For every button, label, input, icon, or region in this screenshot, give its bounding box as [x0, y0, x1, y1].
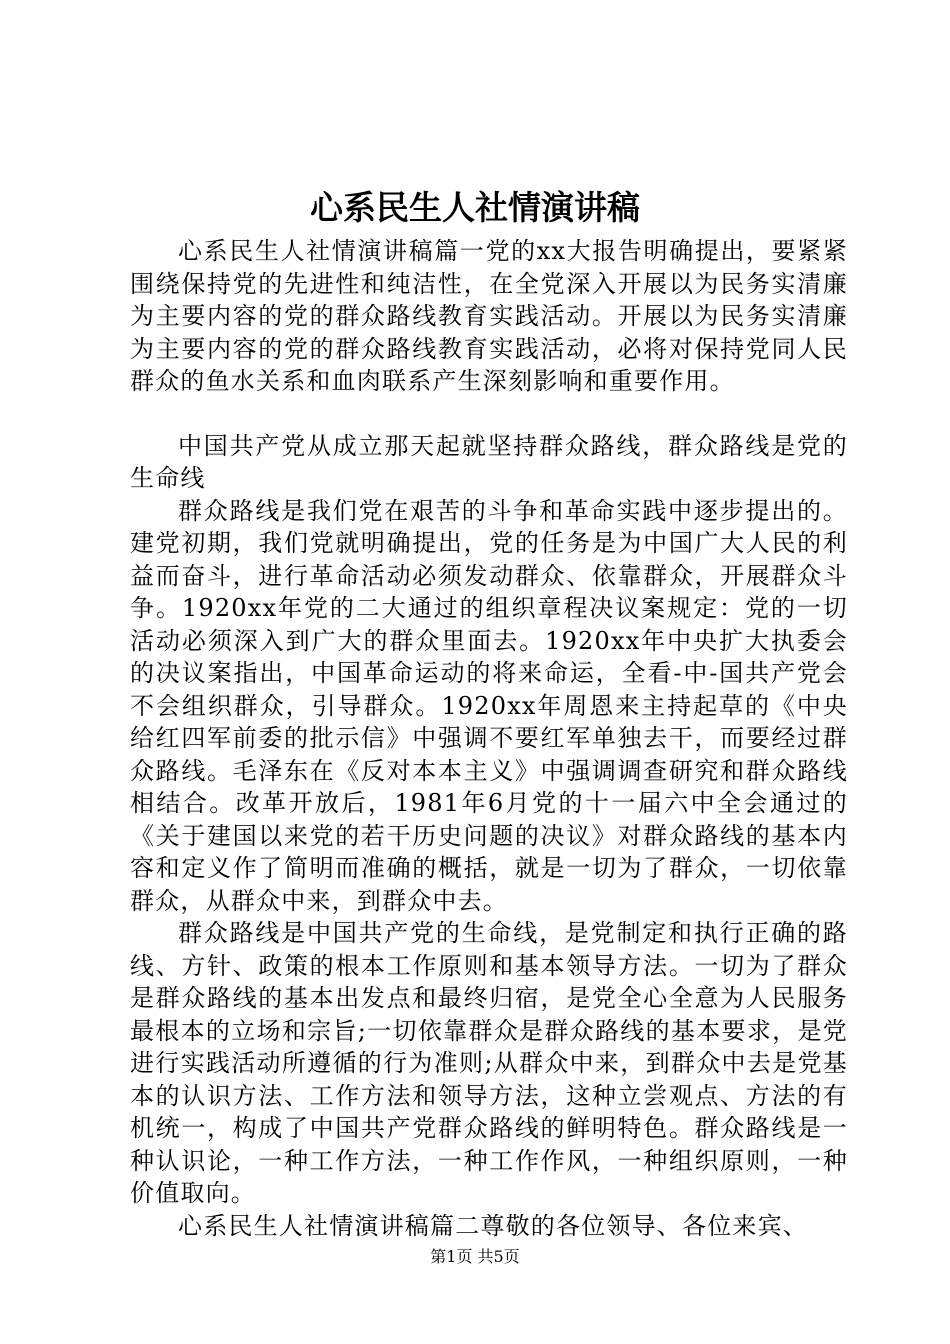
paragraph: 群众路线是中国共产党的生命线，是党制定和执行正确的路线、方针、政策的根本工作原则和基本领导方法。一切为了群众是群众路线的基本出发点和最终归宿，是党全心全意为人民服务最根本的立场和宗旨;一切依靠群众是群众路线的基本要求，是党进行实践活动所遵循的行为准则;从群众中来，到群众中去是党基本的认识方法、工作方法和领导方法，这种立尝观点、方法的有机统一，构成了中国共产党群众路线的鲜明特色。群众路线是一种认识论，一种工作方法，一种工作作风，一种组织原则，一种价值取向。 [130, 919, 848, 1207]
page-footer: 第1页 共5页 [430, 1247, 520, 1266]
document-body [130, 235, 848, 1242]
page-title: 心系民生人社情演讲稿 [310, 188, 640, 227]
paragraph: 中国共产党从成立那天起就坚持群众路线，群众路线是党的生命线 [130, 431, 848, 492]
paragraph: 群众路线是我们党在艰苦的斗争和革命实践中逐步提出的。建党初期，我们党就明确提出，党的任务是为中国广大人民的利益而奋斗，进行革命活动必须发动群众、依靠群众，开展群众斗争。1920xx年党的二大通过的组织章程决议案规定：党的一切活动必须深入到广大的群众里面去。1920xx年中央扩大执委会的决议案指出，中国革命运动的将来命运，全看-中-国共产党会不会组织群众，引导群众。1920xx年周恩来主持起草的《中央给红四军前委的批示信》中强调不要红军单独去干，而要经过群众路线。毛泽东在《反对本本主义》中强调调查研究和群众路线相结合。改革开放后，1981年6月党的十一届六中全会通过的《关于建国以来党的若干历史问题的决议》对群众路线的基本内容和定义作了简明而准确的概括，就是一切为了群众，一切依靠群众，从群众中来，到群众中去。 [130, 496, 848, 915]
paragraph: 心系民生人社情演讲稿篇一党的xx大报告明确提出，要紧紧围绕保持党的先进性和纯洁性，在全党深入开展以为民务实清廉为主要内容的党的群众路线教育实践活动。开展以为民务实清廉为主要内容的党的群众路线教育实践活动，必将对保持党同人民群众的鱼水关系和血肉联系产生深刻影响和重要作用。 [130, 237, 848, 395]
paragraph: 心系民生人社情演讲稿篇二尊敬的各位领导、各位来宾、 [178, 1211, 808, 1240]
